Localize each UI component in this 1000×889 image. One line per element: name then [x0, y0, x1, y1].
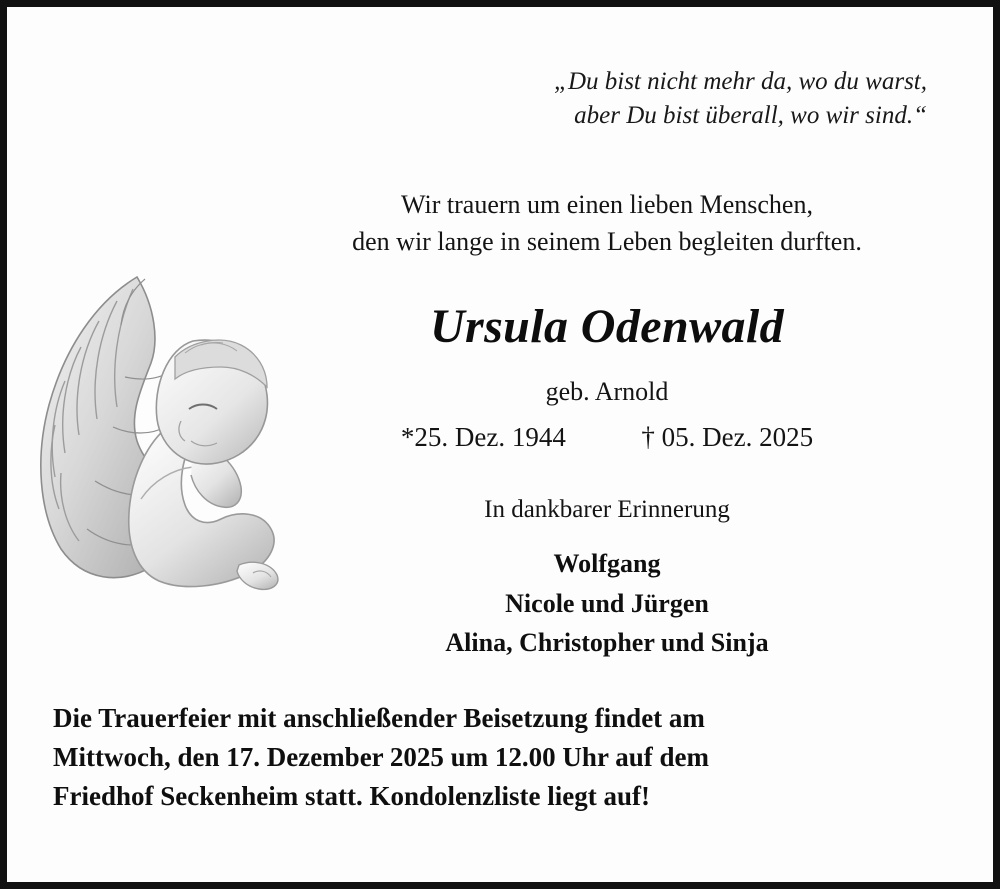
deceased-name: Ursula Odenwald [429, 300, 785, 353]
death-date: † 05. Dez. 2025 [641, 422, 814, 452]
mourner-line: Nicole und Jürgen [505, 588, 709, 618]
obituary-inner [7, 7, 993, 882]
mourner-line: Alina, Christopher und Sinja [445, 628, 769, 658]
intro-line-1: Wir trauern um einen lieben Menschen, [401, 190, 813, 219]
birth-date: *25. Dez. 1944 [400, 422, 566, 452]
memory-line: In dankbarer Erinnerung [484, 496, 730, 523]
intro-text [247, 187, 967, 261]
mourners-list [227, 544, 987, 663]
intro-line-2: den wir lange in seinem Leben begleiten durften. [352, 226, 862, 256]
ceremony-line-1: Die Trauerfeier mit anschließender Beisetzung findet am [53, 703, 705, 733]
life-dates [227, 422, 987, 453]
quote-line-2: aber Du bist überall, wo wir sind.“ [574, 101, 927, 129]
ceremony-line-2: Mittwoch, den 17. Dezember 2025 um 12.00 Uhr auf dem [53, 742, 709, 773]
ceremony-line-3: Friedhof Seckenheim statt. Kondolenzliste liegt auf! [53, 781, 650, 812]
quote-line-1: „Du bist nicht mehr da, wo du warst, [554, 68, 927, 95]
memorial-quote [387, 65, 927, 132]
maiden-name: geb. Arnold [545, 377, 669, 406]
mourner-line: Wolfgang [553, 549, 661, 578]
ceremony-details [53, 699, 973, 816]
